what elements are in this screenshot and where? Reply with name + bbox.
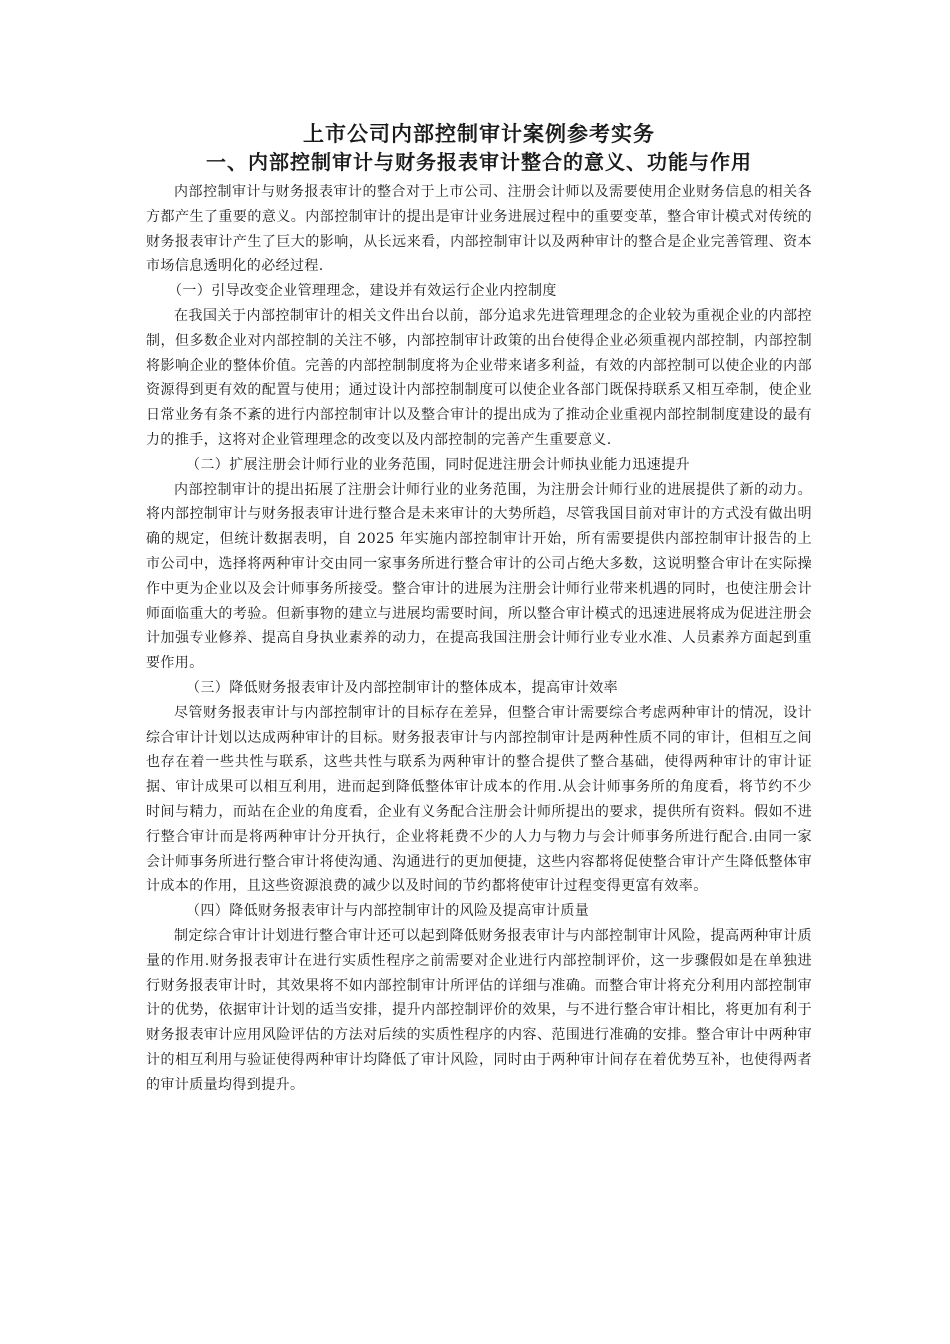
subsection-heading-3: （三）降低财务报表审计及内部控制审计的整体成本，提高审计效率 (186, 679, 618, 696)
document-page (146, 120, 812, 1097)
intro-paragraph: 内部控制审计与财务报表审计的整合对于上市公司、注册会计师以及需要使用企业财务信息的相关各方都产生了重要的意义。内部控制审计的提出是审计业务进展过程中的重要变革，整合审计模式对传统的财务报表审计产生了巨大的影响，从长远来看，内部控制审计以及两种审计的整合是企业完善管理、资本市场信息透明化的必经过程. (146, 184, 812, 275)
subsection-body-1: 在我国关于内部控制审计的相关文件出台以前，部分追求先进管理理念的企业较为重视企业的内部控制，但多数企业对内部控制的关注不够，内部控制审计政策的出台使得企业必须重视内部控制，内部控制将影响企业的整体价值。完善的内部控制制度将为企业带来诸多利益，有效的内部控制可以使企业的内部资源得到更有效的配置与使用；通过设计内部控制制度可以使企业各部门既保持联系又相互牵制，使企业日常业务有条不紊的进行内部控制审计以及整合审计的提出成为了推动企业重视内部控制制度建设的最有力的推手，这将对企业管理理念的改变以及内部控制的完善产生重要意义. (146, 307, 812, 448)
subsection-heading-4: （四）降低财务报表审计与内部控制审计的风险及提高审计质量 (186, 903, 590, 920)
section-heading-main: 一、内部控制审计与财务报表审计整合的意义、功能与作用 (206, 150, 752, 174)
subsection-body-3: 尽管财务报表审计与内部控制审计的目标存在差异，但整合审计需要综合考虑两种审计的情况，设计综合审计计划以达成两种审计的目标。财务报表审计与内部控制审计是两种性质不同的审计，但相互之间也存在着一些共性与联系，这些共性与联系为两种审计的整合提供了整合基础，使得两种审计的审计证据、审计成果可以相互利用，进而起到降低整体审计成本的作用.从会计师事务所的角度看，将节约不少时间与精力，而站在企业的角度看，企业有义务配合注册会计师所提出的要求，提供所有资料。假如不进行整合审计而是将两种审计分开执行，企业将耗费不少的人力与物力与会计师事务所进行配合.由同一家会计师事务所进行整合审计将使沟通、沟通进行的更加便捷，这些内容都将促使整合审计产生降低整体审计成本的作用，且这些资源浪费的减少以及时间的节约都将使审计过程变得更富有效率。 (146, 704, 812, 895)
document-title: 上市公司内部控制审计案例参考实务 (303, 121, 655, 146)
subsection-body-4: 制定综合审计计划进行整合审计还可以起到降低财务报表审计与内部控制审计风险，提高两种审计质量的作用.财务报表审计在进行实质性程序之前需要对企业进行内部控制评价，这一步骤假如是在单独进行财务报表审计时，其效果将不如内部控制审计所评估的详细与准确。而整合审计将充分利用内部控制审计的优势，依据审计计划的适当安排，提升内部控制评价的效果，与不进行整合审计相比，将更加有利于财务报表审计应用风险评估的方法对后续的实质性程序的内容、范围进行准确的安排。整合审计中两种审计的相互利用与验证使得两种审计均降低了审计风险，同时由于两种审计间存在着优势互补，也使得两者的审计质量均得到提升。 (146, 927, 812, 1093)
subsection-heading-2: （二）扩展注册会计师行业的业务范围，同时促进注册会计师执业能力迅速提升 (186, 456, 690, 473)
subsection-body-2: 内部控制审计的提出拓展了注册会计师行业的业务范围，为注册会计师行业的进展提供了新的动力。将内部控制审计与财务报表审计进行整合是未来审计的大势所趋，尽管我国目前对审计的方式没有做出明确的规定，但统计数据表明，自 2025 年实施内部控制审计开始，所有需要提供内部控制审计报告的上市公司中，选择将两种审计交由同一家事务所进行整合审计的公司占绝大多数，这说明整合审计在实际操作中更为企业以及会计师事务所接受。整合审计的进展为注册会计师行业带来机遇的同时，也使注册会计师面临重大的考验。但新事物的建立与进展均需要时间，所以整合审计模式的迅速进展将成为促进注册会计加强专业修养、提高自身执业素养的动力，在提高我国注册会计师行业专业水准、人员素养方面起到重要作用。 (146, 481, 812, 672)
subsection-heading-1: （一）引导改变企业管理理念，建设并有效运行企业内控制度 (168, 283, 557, 300)
